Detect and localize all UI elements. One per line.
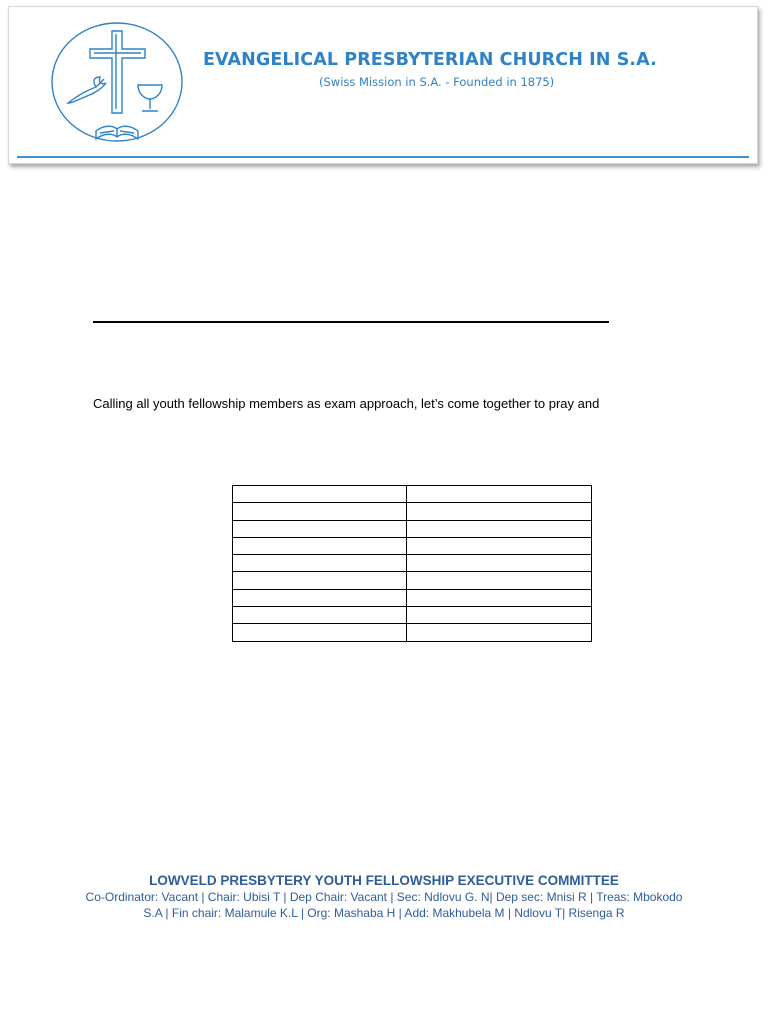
table-cell — [233, 624, 407, 641]
table-cell — [406, 520, 591, 537]
table-cell — [233, 520, 407, 537]
committee-members-line-1: Co-Ordinator: Vacant | Chair: Ubisi T | Dep Chair: Vacant | Sec: Ndlovu G. N| Dep sec: Mnisi R | Treas: Mbokodo — [85, 890, 683, 904]
table-cell — [406, 572, 591, 589]
table-row — [233, 537, 592, 554]
table-row — [233, 607, 592, 624]
table-cell — [406, 624, 591, 641]
table-cell — [406, 486, 591, 503]
table-cell — [406, 589, 591, 606]
fill-in-line — [93, 321, 609, 323]
table-cell — [233, 555, 407, 572]
table-cell — [406, 537, 591, 554]
committee-members-line-2: S.A | Fin chair: Malamule K.L | Org: Mashaba H | Add: Makhubela M | Ndlovu T| Risenga R — [143, 906, 625, 920]
table-cell — [233, 503, 407, 520]
header-divider — [17, 156, 749, 158]
table-cell — [233, 537, 407, 554]
table-cell — [233, 607, 407, 624]
committee-title: LOWVELD PRESBYTERY YOUTH FELLOWSHIP EXECUTIVE COMMITTEE — [149, 873, 619, 888]
church-logo-icon — [50, 21, 185, 143]
table-cell — [406, 555, 591, 572]
table-cell — [406, 607, 591, 624]
table-row — [233, 572, 592, 589]
table-row — [233, 589, 592, 606]
table-cell — [233, 589, 407, 606]
table-row — [233, 555, 592, 572]
table-cell — [406, 503, 591, 520]
church-subtitle: (Swiss Mission in S.A. - Founded in 1875) — [319, 75, 555, 89]
table-cell — [233, 486, 407, 503]
table-row — [233, 624, 592, 641]
committee-footer — [0, 873, 768, 921]
table-row — [233, 520, 592, 537]
intro-paragraph: Calling all youth fellowship members as exam approach, let’s come together to pray and — [93, 396, 600, 411]
letterhead — [8, 6, 758, 164]
schedule-table — [232, 485, 592, 642]
church-title: EVANGELICAL PRESBYTERIAN CHURCH IN S.A. — [203, 50, 657, 70]
table-row — [233, 486, 592, 503]
table-cell — [233, 572, 407, 589]
table-row — [233, 503, 592, 520]
